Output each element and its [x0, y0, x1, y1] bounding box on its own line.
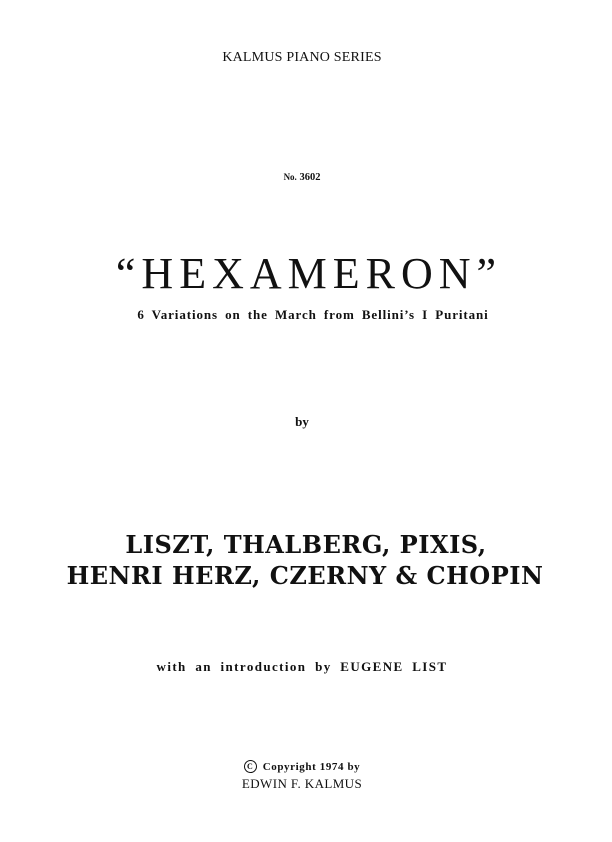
work-title: “HEXAMERON”	[115, 249, 503, 298]
work-subtitle: 6 Variations on the March from Bellini’s I Puritani	[137, 307, 489, 322]
copyright-notice	[0, 761, 608, 774]
copyright-icon: C	[244, 760, 257, 773]
copyright-text: Copyright 1974 by	[262, 761, 361, 774]
composers-line-2: HENRI HERZ, CZERNY & CHOPIN	[66, 561, 544, 590]
composers-line-1: LISZT, THALBERG, PIXIS,	[125, 530, 487, 559]
by-label: by	[295, 414, 309, 429]
catalog-number	[0, 172, 608, 183]
catalog-number-value: 3602	[299, 172, 321, 183]
publisher-name: EDWIN F. KALMUS	[241, 776, 363, 791]
series-name: KALMUS PIANO SERIES	[222, 50, 382, 65]
catalog-prefix: No.	[283, 172, 297, 182]
introduction-credit: with an introduction by EUGENE LIST	[156, 659, 448, 674]
